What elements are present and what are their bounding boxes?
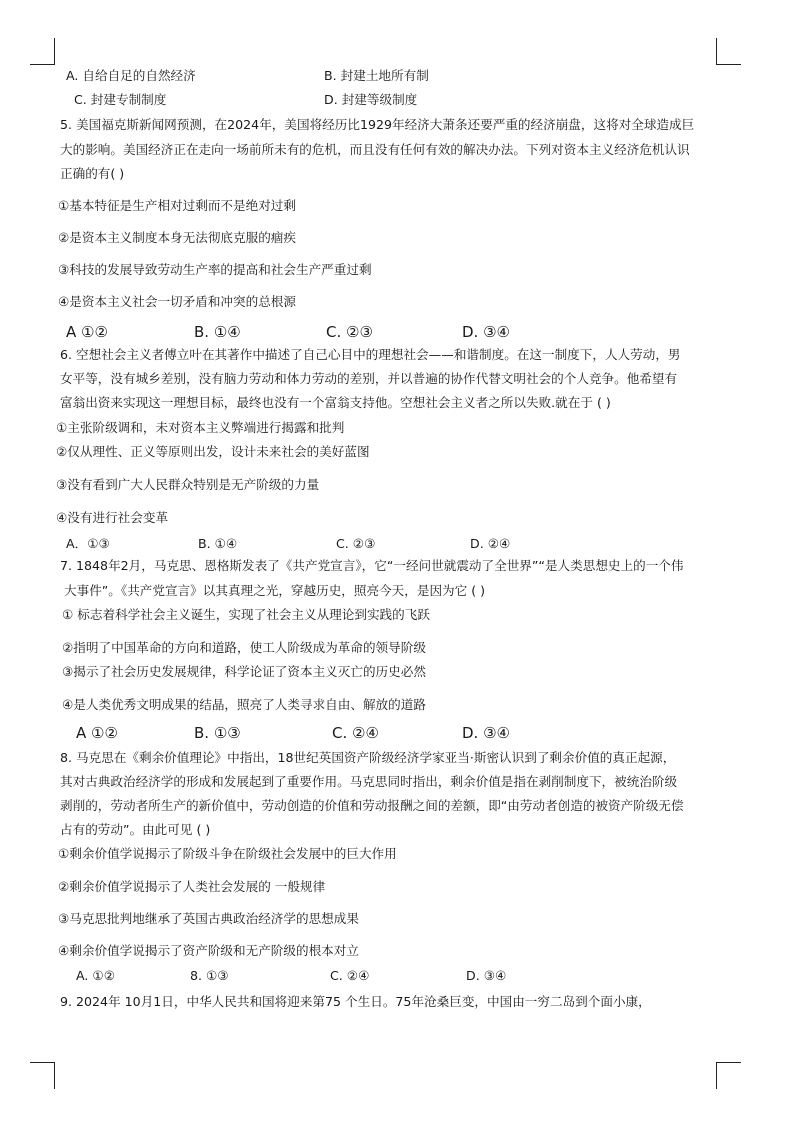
q6-item-3: ③没有看到广大人民群众特别是无产阶级的力量 bbox=[56, 477, 320, 492]
q5-item-4: ④是资本主义社会一切矛盾和冲突的总根源 bbox=[58, 294, 296, 309]
q5-option-c: C. ②③ bbox=[326, 323, 373, 341]
q5-item-1: ①基本特征是生产相对过剩而不是绝对过剩 bbox=[58, 198, 296, 213]
q9-stem-line-1: 9. 2024年 10月1日，中华人民共和国将迎来第75 个生日。75年沧桑巨变，中国由一穷二岛到个面小康， bbox=[60, 994, 651, 1009]
q8-item-4: ④剩余价值学说揭示了资产阶级和无产阶级的根本对立 bbox=[58, 943, 359, 958]
q6-item-4: ④没有进行社会变革 bbox=[56, 510, 169, 525]
q5-stem-line-3: 正确的有( ) bbox=[60, 166, 125, 181]
q8-option-b: 8. ①③ bbox=[190, 968, 229, 983]
q4-option-c: C. 封建专制制度 bbox=[74, 92, 167, 107]
q7-option-c: C. ②④ bbox=[332, 724, 379, 742]
q7-option-a: A ①② bbox=[76, 724, 118, 742]
q7-option-d: D. ③④ bbox=[462, 724, 510, 742]
q6-item-1: ①主张阶级调和，未对资本主义弊端进行揭露和批判 bbox=[56, 420, 345, 435]
q8-stem-line-3: 剥削的，劳动者所生产的新价值中，劳动创造的价值和劳动报酬之间的差额，即“由劳动者创造的被资产阶级无偿 bbox=[60, 798, 684, 813]
crop-mark-bottom-left bbox=[30, 1062, 55, 1089]
q8-stem-line-2: 其对古典政治经济学的形成和发展起到了重要作用。马克思同时指出，剩余价值是指在剥削制度下，被统治阶级 bbox=[60, 774, 678, 789]
q5-option-b: B. ①④ bbox=[194, 323, 241, 341]
q8-stem-line-1: 8. 马克思在《剩余价值理论》中指出，18世纪英国资产阶级经济学家亚当·斯密认识到了剩余价值的真正起源， bbox=[60, 750, 676, 765]
q7-option-b: B. ①③ bbox=[194, 724, 241, 742]
crop-mark-bottom-right bbox=[716, 1062, 741, 1089]
q7-item-4: ④是人类优秀文明成果的结晶，照亮了人类寻求自由、解放的道路 bbox=[62, 697, 426, 712]
q5-stem-line-1: 5. 美国福克斯新闻网预测，在2024年，美国将经历比1929年经济大萧条还要严重的经济崩盘，这将对全球造成巨 bbox=[60, 117, 695, 132]
q8-option-d: D. ③④ bbox=[466, 968, 507, 983]
q8-item-2: ②剩余价值学说揭示了人类社会发展的 一般规律 bbox=[58, 879, 326, 894]
q8-option-c: C. ②④ bbox=[330, 968, 370, 983]
q5-option-a: A ①② bbox=[66, 323, 108, 341]
q6-stem-line-2: 女平等，没有城乡差别，没有脑力劳动和体力劳动的差别，并以普遍的协作代替文明社会的个人竞争。他希望有 bbox=[60, 371, 678, 386]
q8-option-a: A. ①② bbox=[76, 968, 115, 983]
q6-item-2: ②仅从理性、正义等原则出发，设计未来社会的美好蓝图 bbox=[56, 444, 370, 459]
q6-option-c: C. ②③ bbox=[336, 536, 376, 551]
q5-item-3: ③科技的发展导致劳动生产率的提高和社会生产严重过剩 bbox=[58, 262, 372, 277]
crop-mark-top-left bbox=[30, 38, 55, 65]
q7-item-2: ②指明了中国革命的方向和道路，使工人阶级成为革命的领导阶级 bbox=[62, 640, 426, 655]
q6-stem-line-3: 富翁出资来实现这一理想目标，最终也没有一个富翁支持他。空想社会主义者之所以失败.就在于 ( ) bbox=[60, 395, 611, 410]
q6-option-d: D. ②④ bbox=[470, 536, 511, 551]
q8-item-1: ①剩余价值学说揭示了阶级斗争在阶级社会发展中的巨大作用 bbox=[58, 846, 397, 861]
q4-option-b: B. 封建土地所有制 bbox=[324, 68, 429, 83]
q5-option-d: D. ③④ bbox=[462, 323, 510, 341]
q7-item-3: ③揭示了社会历史发展规律，科学论证了资本主义灭亡的历史必然 bbox=[62, 664, 426, 679]
q6-option-b: B. ①④ bbox=[198, 536, 238, 551]
q6-option-a: A．①③ bbox=[66, 536, 110, 551]
q7-stem-line-1: 7. 1848年2月，马克思、恩格斯发表了《共产党宣言》，它“一经问世就震动了全世界”“是人类思想史上的一个伟 bbox=[60, 558, 684, 573]
q5-item-2: ②是资本主义制度本身无法彻底克服的痼疾 bbox=[58, 230, 296, 245]
q6-stem-line-1: 6. 空想社会主义者傅立叶在其著作中描述了自己心目中的理想社会——和谐制度。在这一制度下，人人劳动，男 bbox=[60, 347, 681, 362]
crop-mark-top-right bbox=[716, 38, 741, 65]
q5-stem-line-2: 大的影响。美国经济正在走向一场前所未有的危机，而且没有任何有效的解决办法。下列对资本主义经济危机认识 bbox=[60, 142, 690, 157]
q4-option-a: A. 自给自足的自然经济 bbox=[66, 68, 196, 83]
q4-option-d: D. 封建等级制度 bbox=[324, 92, 418, 107]
q8-stem-line-4: 占有的劳动”。由此可见 ( ) bbox=[60, 822, 211, 837]
q7-item-1: ① 标志着科学社会主义诞生，实现了社会主义从理论到实践的飞跃 bbox=[62, 607, 430, 622]
q7-stem-line-2: 大事件”。《共产党宣言》以其真理之光，穿越历史，照亮今天，是因为它 ( ) bbox=[64, 583, 486, 598]
q8-item-3: ③马克思批判地继承了英国古典政治经济学的思想成果 bbox=[58, 911, 359, 926]
